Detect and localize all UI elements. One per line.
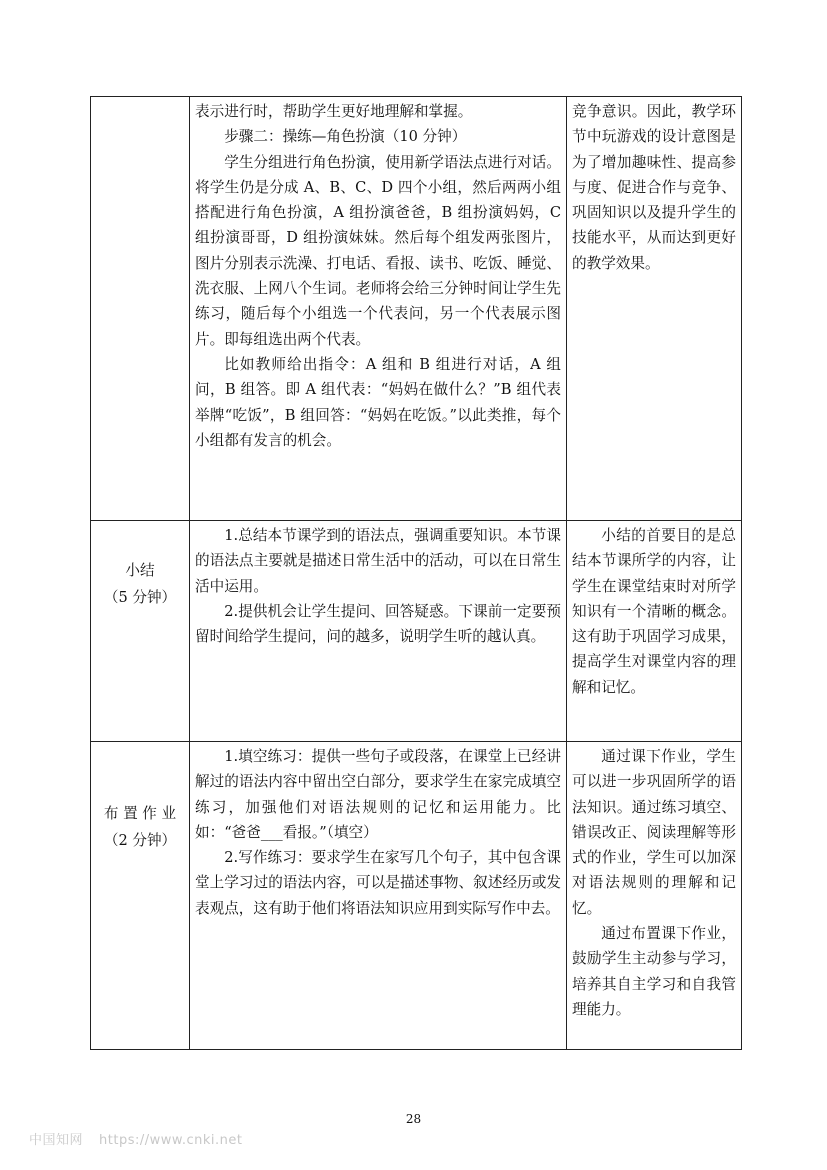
paragraph: 1.填空练习：提供一些句子或段落，在课堂上已经讲解过的语法内容中留出空白部分，要求学生在家完成填空练习，加强他们对语法规则的记忆和运用能力。比如：“爸爸___看报。”（填空） [195, 748, 561, 841]
content-cell [190, 742, 567, 1050]
watermark-brand: 中国知网 [29, 1133, 84, 1148]
paragraph: 2.写作练习：要求学生在家写几个句子，其中包含课堂上学习过的语法内容，可以是描述事物、叙述经历或发表观点，这有助于他们将语法知识应用到实际写作中去。 [195, 849, 561, 917]
stage-cell [91, 97, 190, 521]
intent-cell [567, 521, 742, 742]
paragraph: 通过课下作业，学生可以进一步巩固所学的语法知识。通过练习填空、错误改正、阅读理解等形式的作业，学生可以加深对语法规则的理解和记忆。 [572, 748, 736, 917]
intent-cell [567, 742, 742, 1050]
step-heading: 步骤二：操练—角色扮演（10 分钟） [224, 128, 467, 146]
paragraph: 1.总结本节课学到的语法点，强调重要知识。本节课的语法点主要就是描述日常生活中的活动，可以在日常生活中运用。 [195, 527, 561, 595]
paragraph: 小结的首要目的是总结本节课所学的内容，让学生在课堂结束时对所学知识有一个清晰的概念。这有助于巩固学习成果，提高学生对课堂内容的理解和记忆。 [572, 527, 736, 696]
intent-cell [567, 97, 742, 521]
lesson-plan-table [90, 96, 742, 1050]
content-cell [190, 97, 567, 521]
paragraph: 表示进行时，帮助学生更好地理解和掌握。 [195, 103, 473, 120]
watermark [29, 1129, 242, 1148]
stage-time: （5 分钟） [103, 589, 177, 606]
paragraph: 通过布置课下作业，鼓励学生主动参与学习，培养其自主学习和自我管理能力。 [572, 925, 736, 1018]
paragraph: 比如教师给出指令：A 组和 B 组进行对话，A 组问，B 组答。即 A 组代表：“妈妈在做什么？”B 组代表举牌“吃饭”，B 组回答：“妈妈在吃饭。”以此类推，每个小组都有发言的机会。 [195, 355, 561, 449]
table-row [91, 742, 742, 1050]
stage-label: 布 置 作 业 [103, 805, 177, 822]
content-cell [190, 521, 567, 742]
stage-time: （2 分钟） [103, 832, 177, 849]
stage-cell [91, 742, 190, 1050]
paragraph: 2.提供机会让学生提问、回答疑惑。下课前一定要预留时间给学生提问，问的越多，说明学生听的越认真。 [195, 602, 561, 646]
table-row [91, 97, 742, 521]
paragraph: 学生分组进行角色扮演，使用新学语法点进行对话。将学生仍是分成 A、B、C、D 四个小组，然后两两小组搭配进行角色扮演，A 组扮演爸爸，B 组扮演妈妈，C 组扮演哥哥，D 组扮演妹妹。然后每个组发两张图片，图片分别表示洗澡、打电话、看报、读书、吃饭、睡觉、洗衣服、上网八个生词。老师将会给三分钟时间让学生先练习，随后每个小组选一个代表问，另一个代表展示图片。即每组选出两个代表。 [195, 153, 561, 348]
stage-label: 小结 [125, 562, 155, 579]
paragraph: 竞争意识。因此，教学环节中玩游戏的设计意图是为了增加趣味性、提高参与度、促进合作与竞争、巩固知识以及提升学生的技能水平，从而达到更好的教学效果。 [572, 103, 736, 272]
watermark-url: https://www.cnki.net [99, 1133, 243, 1148]
stage-cell [91, 521, 190, 742]
page-number: 28 [405, 1112, 422, 1126]
table-row [91, 521, 742, 742]
